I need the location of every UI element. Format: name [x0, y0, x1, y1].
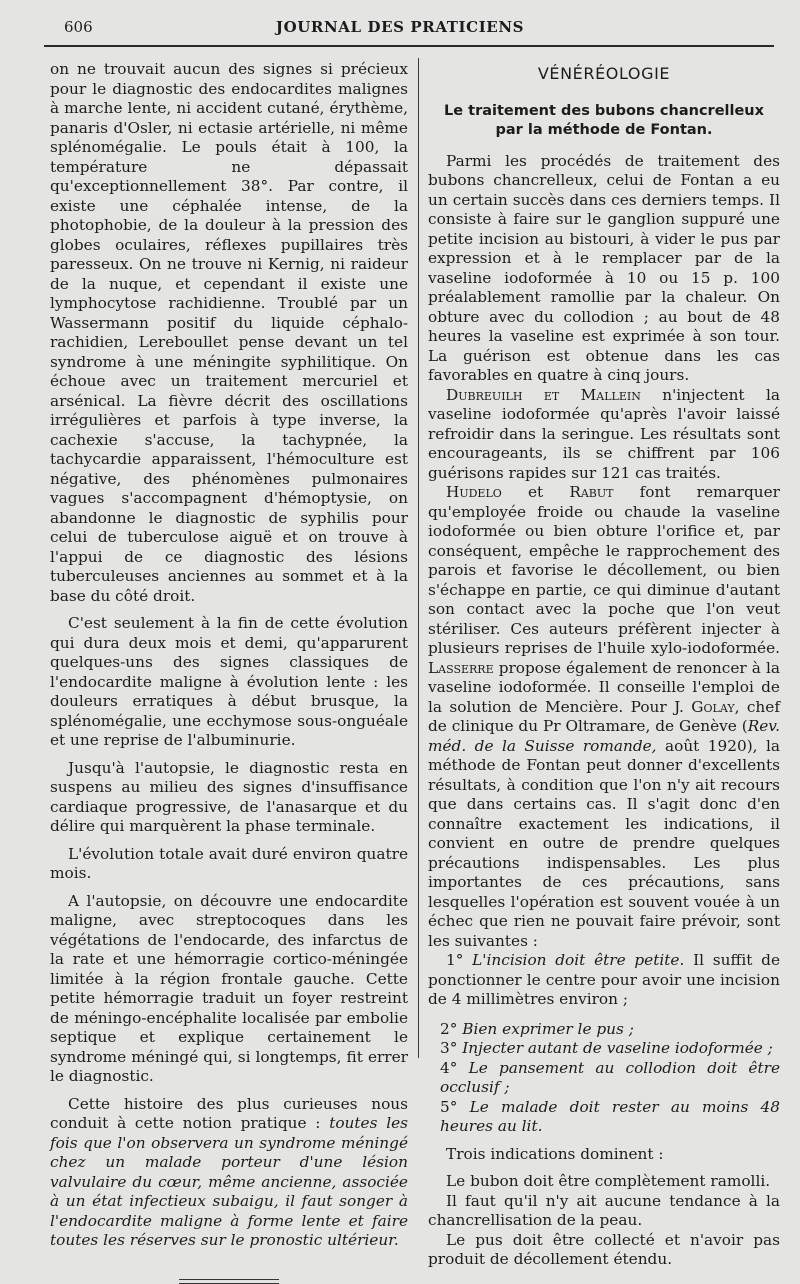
conclusion-lead: Cette histoire des plus curieuses nous conduit à cette notion pratique : — [50, 1094, 408, 1132]
header-rule — [44, 45, 774, 47]
page-number: 606 — [64, 18, 93, 36]
paragraph: Il faut qu'il n'y ait aucune tendance à la chancrellisation de la peau. — [428, 1191, 780, 1229]
author-name: Golay — [691, 697, 735, 716]
paragraph: A l'autopsie, on découvre une endocardite maligne, avec streptocoques dans les végétations de l'endocarde, des infarctus de la rate et une hémorragie cortico-méningée limitée à la région frontale gauche. Cette petite hémorragie traduit un foyer restreint de méningo-encéphalite localisée par embolie septique et explique certainement le syndrome méningé qui, si longtemps, fit errer le diagnostic. — [50, 891, 408, 1085]
section-title: VÉNÉRÉOLOGIE — [537, 64, 671, 83]
left-column — [50, 60, 408, 1284]
column-divider — [418, 58, 419, 1058]
end-rule — [179, 1283, 279, 1284]
paragraph: C'est seulement à la fin de cette évolution qui dura deux mois et demi, qu'apparurent quelques-uns des signes classiques de l'endocardite maligne à évolution lente : les douleurs erratiques à début brusque, la splénomégalie, une ecchymose sous-onguéale et une reprise de l'albuminurie. — [50, 614, 408, 749]
paragraph: 1° L'incision doit être petite. Il suffit de ponctionner le centre pour avoir une incision de 4 millimètres environ ; — [428, 951, 780, 1008]
list-item: 5° Le malade doit rester au moins 48 heures au lit. — [440, 1097, 780, 1135]
paragraph: on ne trouvait aucun des signes si précieux pour le diagnostic des endocardites malignes à marche lente, ni accident cutané, érythème, panaris d'Osler, ni ectasie artérielle, ni même splénomégalie. Le pouls était à 100, la température ne dépassait qu'exceptionnellement 38°. Par contre, il existe une céphalée intense, de la photophobie, de la douleur à la pression des globes oculaires, réflexes pupillaires très paresseux. On ne trouve ni Kernig, ni raideur de la nuque, et cependant il existe une lymphocytose rachidienne. Troublé par un Wassermann positif du liquide céphalo-rachidien, Lereboullet pense devant un tel syndrome à une méningite syphilitique. On échoue avec un traitement mercuriel et arsénical. La fièvre décrit des oscillations irrégulières et parfois à type inverse, la cachexie s'accuse, la tachypnée, la tachycardie apparaissent, l'hémoculture est négative, des phénomènes pulmonaires vagues s'accompagnent d'hémoptysie, on abandonne le diagnostic de syphilis pour celui de tuberculose aiguë et on trouve à l'appui de ce diagnostic des lésions tuberculeuses anciennes au sommet et à la base du côté droit. — [50, 60, 408, 605]
end-rule — [179, 1279, 279, 1280]
paragraph: Trois indications dominent : — [446, 1144, 664, 1163]
paragraph: Dubreuilh et Mallein n'injectent la vaseline iodoformée qu'après l'avoir laissé refroidir dans la seringue. Les résultats sont encourageants, ils se chiffrent par 106 guérisons rapides sur 121 cas traités. — [428, 385, 780, 482]
author-name: Rabut — [569, 483, 614, 501]
paragraph: Le pus doit être collecté et n'avoir pas produit de décollement étendu. — [428, 1230, 780, 1268]
paragraph: L'évolution totale avait duré environ quatre mois. — [50, 844, 408, 882]
list-item: 3° Injecter autant de vaseline iodoformée ; — [440, 1039, 773, 1057]
precautions-list — [440, 1020, 780, 1137]
paragraph: Jusqu'à l'autopsie, le diagnostic resta en suspens au milieu des signes d'insuffisance cardiaque progressive, de l'anasarque et du délire qui marquèrent la phase terminale. — [50, 758, 408, 835]
journal-title: JOURNAL DES PRATICIENS — [275, 18, 525, 36]
article-title: Le traitement des bubons chancrelleux par la méthode de Fontan. — [444, 102, 764, 138]
paragraph: Hudelo et Rabut font remarquer qu'employée froide ou chaude la vaseline iodoformée ou bien obture l'orifice et, par conséquent, empêche le rapprochement des parois et favorise le décollement, ou bien s'échappe en partie, ce qui diminue d'autant son contact avec la poche que l'on veut stériliser. Ces auteurs préfèrent injecter à plusieurs reprises de l'huile xylo-iodoformée. Lasserre propose également de renoncer à la vaseline iodoformée. Il conseille l'emploi de la solution de Mencière. Pour J. Golay, chef de clinique du Pr Oltramare, de Genève (Rev. méd. de la Suisse romande, août 1920), la méthode de Fontan peut donner d'excellents résultats, à condition que l'on n'y ait recours que dans certains cas. Il s'agit donc d'en connaître exactement les indications, il convient en outre de prendre quelques précautions indispensables. Les plus importantes de ces précautions, sans lesquelles l'opération est souvent vouée à un échec que rien ne pouvait faire prévoir, sont les suivantes : — [428, 483, 780, 950]
conclusion-paragraph — [50, 1095, 408, 1251]
journal-reference: Rev. méd. de la Suisse romande, — [428, 717, 780, 755]
author-name: Lasserre — [428, 658, 494, 677]
list-item: 4° Le pansement au collodion doit être occlusif ; — [440, 1058, 780, 1096]
paragraph: Le bubon doit être complètement ramolli. — [446, 1172, 771, 1190]
author-name: Hudelo — [446, 483, 502, 501]
author-names: Dubreuilh et Mallein — [446, 385, 641, 404]
conclusion-emphasis: toutes les fois que l'on observera un syndrome méningé chez un malade porteur d'une lésion valvulaire du cœur, même ancienne, associée à un état infectieux subaigu, il faut songer à l'endocardite maligne à forme lente et faire toutes les réserves sur le pronostic ultérieur. — [50, 1114, 408, 1249]
paragraph: Parmi les procédés de traitement des bubons chancrelleux, celui de Fontan a eu un certain succès dans ces derniers temps. Il consiste à faire sur le ganglion suppuré une petite incision au bistouri, à vider le pus par expression et à le remplacer par de la vaseline iodoformée à 10 ou 15 p. 100 préalablement ramollie par la chaleur. On obture avec du collodion ; au bout de 48 heures la vaseline est exprimée à son tour. La guérison est obtenue dans les cas favorables en quatre à cinq jours. — [428, 151, 780, 384]
list-item: 2° Bien exprimer le pus ; — [440, 1019, 634, 1038]
right-column — [428, 60, 780, 1270]
